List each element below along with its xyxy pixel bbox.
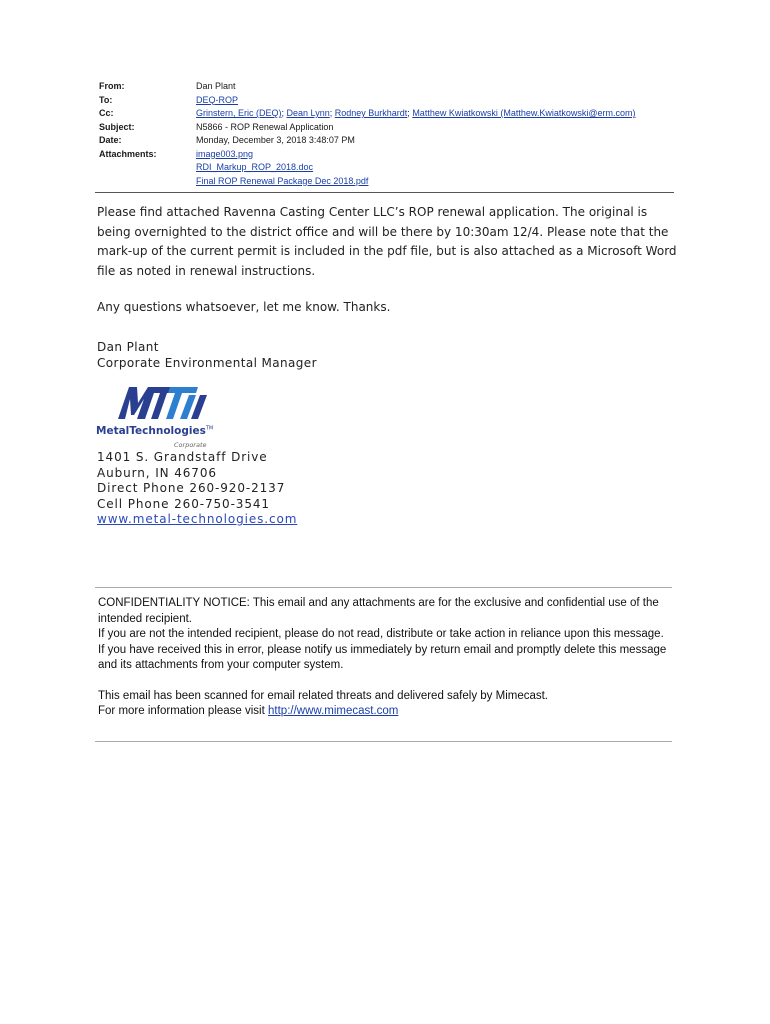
notice-divider-top xyxy=(95,587,672,588)
logo-trademark: TM xyxy=(205,425,214,432)
date-label: Date: xyxy=(99,135,122,145)
email-header xyxy=(99,80,674,188)
to-row xyxy=(99,94,674,108)
signature-block xyxy=(97,339,317,371)
direct-phone: Direct Phone 260-920-2137 xyxy=(97,481,286,495)
signature-name: Dan Plant xyxy=(97,340,159,354)
to-label: To: xyxy=(99,94,113,105)
to-link[interactable]: DEQ-ROP xyxy=(196,94,239,105)
subject-value: N5866 - ROP Renewal Application xyxy=(196,121,334,132)
address-line-2: Auburn, IN 46706 xyxy=(97,465,217,480)
cc-separator: ; xyxy=(281,108,287,118)
confidentiality-notice xyxy=(98,596,673,720)
address-block xyxy=(97,450,297,528)
attachment-link[interactable]: RDI_Markup_ROP_2018.doc xyxy=(196,162,314,172)
date-value: Monday, December 3, 2018 3:48:07 PM xyxy=(196,135,355,145)
attachment-link[interactable]: Final ROP Renewal Package Dec 2018.pdf xyxy=(196,175,369,186)
logo-subtitle: Corporate xyxy=(174,441,207,449)
cc-separator: ; xyxy=(407,108,413,118)
header-divider xyxy=(95,192,674,193)
email-body xyxy=(97,203,677,318)
company-logo xyxy=(96,383,226,453)
body-paragraph: Any questions whatsoever, let me know. Thanks. xyxy=(97,300,391,314)
notice-line: If you have received this in error, please notify us immediately by return email and promptly delete this message and its attachments from your computer system. xyxy=(98,643,667,671)
cc-label: Cc: xyxy=(99,108,114,118)
mimecast-info-line: For more information please visit http://www.mimecast.com xyxy=(98,705,399,717)
notice-line: If you are not the intended recipient, please do not read, distribute or take action in reliance upon this message. xyxy=(98,628,664,640)
attachments-label: Attachments: xyxy=(99,148,157,159)
from-label: From: xyxy=(99,81,125,91)
address-line-1: 1401 S. Grandstaff Drive xyxy=(97,450,268,464)
cc-link[interactable]: Rodney Burkhardt xyxy=(334,108,408,118)
attachment-link[interactable]: image003.png xyxy=(196,148,254,159)
cc-row xyxy=(99,107,674,121)
cell-phone: Cell Phone 260-750-3541 xyxy=(97,496,270,511)
cc-link[interactable]: Grinstern, Eric (DEQ) xyxy=(196,108,282,118)
from-value: Dan Plant xyxy=(196,81,236,91)
body-paragraph: Please find attached Ravenna Casting Center LLC’s ROP renewal application. The original is being overnighted to the district office and will be there by 10:30am 12/4. Please note that the mark-up of the current permit is included in the pdf file, but is also attached as a Microsoft Word file as noted in renewal instructions. xyxy=(97,205,677,278)
mti-logo-icon xyxy=(118,385,210,421)
cc-link[interactable]: Matthew Kwiatkowski (Matthew.Kwiatkowski@erm.com) xyxy=(412,108,636,118)
logo-wordmark: MetalTechnologies™ xyxy=(96,425,214,437)
notice-divider-bottom xyxy=(95,741,672,742)
mimecast-link[interactable]: http://www.mimecast.com xyxy=(268,705,399,717)
attachments-row xyxy=(99,148,674,189)
from-row xyxy=(99,80,674,94)
subject-row xyxy=(99,121,674,135)
signature-title: Corporate Environmental Manager xyxy=(97,356,317,370)
cc-link[interactable]: Dean Lynn xyxy=(286,108,330,118)
subject-label: Subject: xyxy=(99,121,135,132)
website-link[interactable]: www.metal-technologies.com xyxy=(97,512,298,526)
mimecast-line: This email has been scanned for email related threats and delivered safely by Mimecast. xyxy=(98,689,549,702)
notice-line: CONFIDENTIALITY NOTICE: This email and any attachments are for the exclusive and confidential use of the intended recipient. xyxy=(98,597,659,625)
cc-separator: ; xyxy=(329,108,335,118)
date-row xyxy=(99,134,674,148)
